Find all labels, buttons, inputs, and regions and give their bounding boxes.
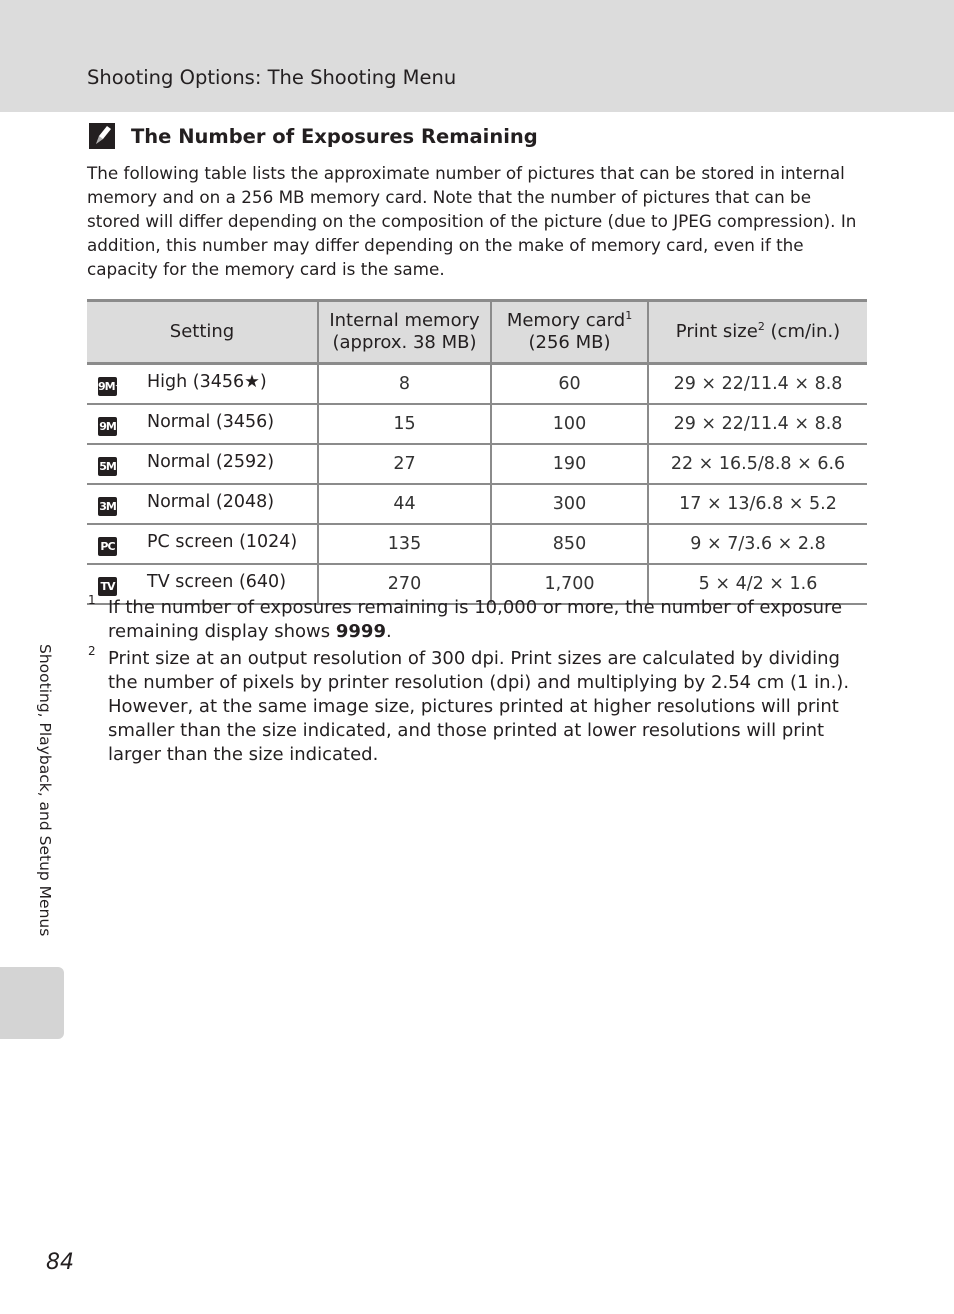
setting-cell: TV TV screen (640) (87, 564, 318, 604)
print-cell: 29 × 22/11.4 × 8.8 (648, 404, 867, 444)
setting-cell: 9M★ High (3456★) (87, 364, 318, 405)
setting-cell: 3M Normal (2048) (87, 484, 318, 524)
section-title: The Number of Exposures Remaining (131, 125, 538, 148)
table-row (87, 444, 867, 484)
print-cell: 17 × 13/6.8 × 5.2 (648, 484, 867, 524)
card-cell: 190 (491, 444, 648, 484)
card-cell: 300 (491, 484, 648, 524)
header-internal-memory: Internal memory (approx. 38 MB) (318, 301, 491, 364)
footnote-1: If the number of exposures remaining is 10,000 or more, the number of exposure remaining display shows 9999. (108, 597, 843, 642)
footnote-2: Print size at an output resolution of 300 dpi. Print sizes are calculated by dividing the number of pixels by printer resolution (dpi) and multiplying by 2.54 cm (1 in.). However, at the same image size, pictures printed at higher resolutions will print smaller than the size indicated, and those printed at lower resolutions will print larger than the size indicated. (108, 648, 850, 765)
internal-cell: 27 (318, 444, 491, 484)
header-setting: Setting (87, 301, 318, 364)
normal-3456-icon: 9M (98, 417, 117, 436)
high-3456-icon: 9M★ (98, 377, 117, 396)
pencil-note-icon (88, 122, 116, 150)
setting-cell: 9M Normal (3456) (87, 404, 318, 444)
header-memory-card: Memory card$^1$ (256 MB) (491, 301, 648, 364)
print-cell: 22 × 16.5/8.8 × 6.6 (648, 444, 867, 484)
table-row (87, 524, 867, 564)
card-cell: 100 (491, 404, 648, 444)
card-cell: 60 (491, 364, 648, 405)
print-cell: 9 × 7/3.6 × 2.8 (648, 524, 867, 564)
card-cell: 1,700 (491, 564, 648, 604)
intro-paragraph: The following table lists the approximate number of pictures that can be stored in internal memory and on a 256 MB memory card. Note that the number of pictures that can be stored will differ depending on the composition of the picture (due to JPEG compression). In addition, this number may differ depending on the make of memory card, even if the capacity for the memory card is the same. (87, 163, 857, 279)
internal-cell: 44 (318, 484, 491, 524)
internal-cell: 135 (318, 524, 491, 564)
footnote-mark-2: 2 (88, 644, 96, 658)
table-row (87, 404, 867, 444)
table-row (87, 364, 867, 405)
print-cell: 5 × 4/2 × 1.6 (648, 564, 867, 604)
setting-cell: PC PC screen (1024) (87, 524, 318, 564)
internal-cell: 15 (318, 404, 491, 444)
setting-cell: 5M Normal (2592) (87, 444, 318, 484)
internal-cell: 8 (318, 364, 491, 405)
page-number: 84 (46, 1250, 74, 1275)
pc-screen-icon: PC (98, 537, 117, 556)
normal-2048-icon: 3M (98, 497, 117, 516)
exposures-table (87, 299, 867, 605)
card-cell: 850 (491, 524, 648, 564)
table-header-row (87, 301, 867, 364)
print-cell: 29 × 22/11.4 × 8.8 (648, 364, 867, 405)
normal-2592-icon: 5M (98, 457, 117, 476)
side-thumb-tab (0, 967, 64, 1039)
side-section-label: Shooting, Playback, and Setup Menus (36, 644, 54, 937)
table-row (87, 484, 867, 524)
internal-cell: 270 (318, 564, 491, 604)
header-band (0, 0, 954, 112)
footnote-mark-1: 1 (88, 593, 96, 607)
tv-screen-icon: TV (98, 577, 117, 596)
running-header: Shooting Options: The Shooting Menu (87, 66, 457, 89)
header-print-size: Print size$^2$ (cm/in.) (648, 301, 867, 364)
